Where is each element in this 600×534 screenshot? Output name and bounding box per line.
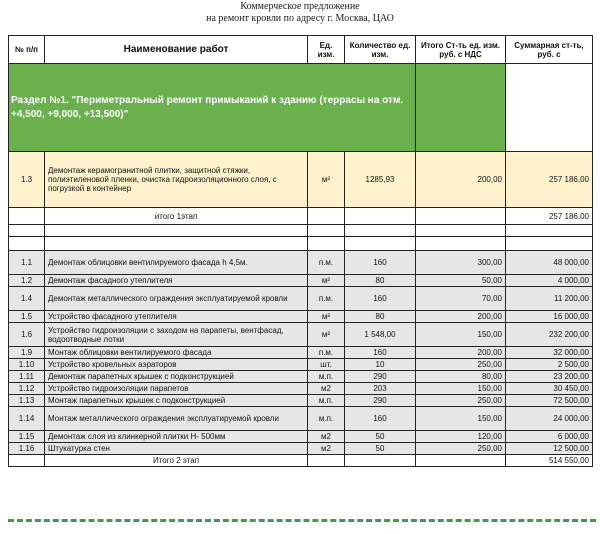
header-sum: Суммарная ст-ть, руб. с <box>506 36 593 64</box>
row-unit: п.м. <box>308 251 345 275</box>
header-row <box>9 36 593 64</box>
row-price: 70,00 <box>416 287 506 311</box>
row-price: 250,00 <box>416 359 506 371</box>
row-qty: 290 <box>345 371 416 383</box>
row-num: 1.11 <box>9 371 45 383</box>
page-break-divider <box>8 519 596 522</box>
row-unit: м² <box>308 311 345 323</box>
row-name: Монтаж металлического ограждения эксплуатируемой кровли <box>45 407 308 431</box>
row-qty: 203 <box>345 383 416 395</box>
table-row <box>9 359 593 371</box>
row-sum: 24 000,00 <box>506 407 593 431</box>
table-row <box>9 287 593 311</box>
row-sum: 32 000,00 <box>506 347 593 359</box>
row-unit: м.п. <box>308 395 345 407</box>
row-unit: м² <box>308 275 345 287</box>
table-row <box>9 323 593 347</box>
row-name: Монтаж облицовки вентилируемого фасада <box>45 347 308 359</box>
row-name: Демонтаж металлического ограждения эксплуатируемой кровли <box>45 287 308 311</box>
row-name: Демонтаж фасадного утеплителя <box>45 275 308 287</box>
stage1-sum: 257 186,00 <box>506 208 593 225</box>
row-num: 1.1 <box>9 251 45 275</box>
table-row <box>9 383 593 395</box>
estimate-table <box>8 35 593 467</box>
row-unit: п.м. <box>308 287 345 311</box>
row-unit: п.м. <box>308 347 345 359</box>
table-row <box>9 311 593 323</box>
row-name: Демонтаж керамогранитной плитки, защитной стяжки, полиэтиленовой пленки, очистка гидроизоляционного слоя, с погрузкой в контейнер <box>45 152 308 208</box>
table-row <box>9 347 593 359</box>
row-qty: 50 <box>345 431 416 443</box>
row-unit: шт. <box>308 359 345 371</box>
row-sum: 12 500,00 <box>506 443 593 455</box>
row-num: 1.16 <box>9 443 45 455</box>
row-sum: 232 200,00 <box>506 323 593 347</box>
row-price: 200,00 <box>416 311 506 323</box>
row-unit: м2 <box>308 443 345 455</box>
row-price: 250,00 <box>416 443 506 455</box>
row-num: 1.9 <box>9 347 45 359</box>
header-price: Итого Ст-ть ед. изм. руб. с НДС <box>416 36 506 64</box>
row-unit: м.п. <box>308 371 345 383</box>
row-sum: 48 000,00 <box>506 251 593 275</box>
row-unit: м.п. <box>308 407 345 431</box>
table-row <box>9 395 593 407</box>
row-qty: 160 <box>345 287 416 311</box>
table-row <box>9 431 593 443</box>
row-num: 1.2 <box>9 275 45 287</box>
row-price: 50,00 <box>416 275 506 287</box>
row-price: 120,00 <box>416 431 506 443</box>
row-qty: 290 <box>345 395 416 407</box>
row-unit: м2 <box>308 431 345 443</box>
header-name: Наименование работ <box>45 36 308 64</box>
row-num: 1.10 <box>9 359 45 371</box>
stage2-total-row <box>9 455 593 467</box>
row-name: Штукатурка стен <box>45 443 308 455</box>
row-sum: 4 000,00 <box>506 275 593 287</box>
row-price: 150,00 <box>416 323 506 347</box>
stage2-label: Итого 2 этап <box>45 455 308 467</box>
header-num: № п/п <box>9 36 45 64</box>
row-price: 300,00 <box>416 251 506 275</box>
table-row <box>9 443 593 455</box>
document-subtitle: на ремонт кровли по адресу г. Москва, ЦАО <box>206 13 394 24</box>
row-name: Устройство гидроизоляции парапетов <box>45 383 308 395</box>
row-name: Демонтаж облицовки вентилируемого фасада h 4,5м. <box>45 251 308 275</box>
table-row <box>9 251 593 275</box>
row-price: 200,00 <box>416 347 506 359</box>
row-sum: 6 000,00 <box>506 431 593 443</box>
section-title: Раздел №1. "Периметральный ремонт примыканий к зданию (террасы на отм. +4,500, +9,000, +13,500)" <box>9 64 416 152</box>
row-qty: 160 <box>345 347 416 359</box>
row-sum: 257 186,00 <box>506 152 593 208</box>
row-qty: 160 <box>345 407 416 431</box>
row-sum: 30 450,00 <box>506 383 593 395</box>
row-unit: м² <box>308 152 345 208</box>
stage1-label: итого 1этап <box>45 208 308 225</box>
row-name: Демонтаж парапетных крышек с подконструкцией <box>45 371 308 383</box>
row-name: Устройство кровельных аэраторов <box>45 359 308 371</box>
row-sum: 16 000,00 <box>506 311 593 323</box>
document-title: Коммерческое предложение <box>240 1 360 12</box>
row-qty: 1285,93 <box>345 152 416 208</box>
section-row <box>9 64 593 152</box>
row-sum: 2 500,00 <box>506 359 593 371</box>
row-num: 1.3 <box>9 152 45 208</box>
row-num: 1.4 <box>9 287 45 311</box>
row-qty: 50 <box>345 443 416 455</box>
row-qty: 10 <box>345 359 416 371</box>
table-row <box>9 275 593 287</box>
row-num: 1.13 <box>9 395 45 407</box>
row-sum: 72 500,00 <box>506 395 593 407</box>
row-qty: 80 <box>345 275 416 287</box>
stage1-total-row <box>9 208 593 225</box>
row-num: 1.6 <box>9 323 45 347</box>
stage2-sum: 514 550,00 <box>506 455 593 467</box>
header-qty: Количество ед. изм. <box>345 36 416 64</box>
section-cell-sum <box>506 64 593 152</box>
row-name: Устройство фасадного утеплителя <box>45 311 308 323</box>
row-unit: м² <box>308 323 345 347</box>
header-unit: Ед. изм. <box>308 36 345 64</box>
row-sum: 23 200,00 <box>506 371 593 383</box>
row-qty: 160 <box>345 251 416 275</box>
table-row <box>9 152 593 208</box>
row-num: 1.14 <box>9 407 45 431</box>
row-price: 150,00 <box>416 407 506 431</box>
row-num: 1.5 <box>9 311 45 323</box>
row-num: 1.15 <box>9 431 45 443</box>
row-price: 250,00 <box>416 395 506 407</box>
row-name: Монтаж парапетных крышек с подконструкцией <box>45 395 308 407</box>
row-name: Демонтаж слоя из клинкерной плитки Н- 500мм <box>45 431 308 443</box>
row-qty: 80 <box>345 311 416 323</box>
row-unit: м2 <box>308 383 345 395</box>
section-cell-price <box>416 64 506 152</box>
row-num: 1.12 <box>9 383 45 395</box>
table-row <box>9 371 593 383</box>
row-price: 200,00 <box>416 152 506 208</box>
row-name: Устройство гидроизоляции с заходом на парапеты, вентфасад, водоотводные лотки <box>45 323 308 347</box>
row-price: 80,00 <box>416 371 506 383</box>
empty-row <box>9 237 593 251</box>
row-price: 150,00 <box>416 383 506 395</box>
row-sum: 11 200,00 <box>506 287 593 311</box>
table-row <box>9 407 593 431</box>
row-qty: 1 548,00 <box>345 323 416 347</box>
empty-row <box>9 225 593 237</box>
